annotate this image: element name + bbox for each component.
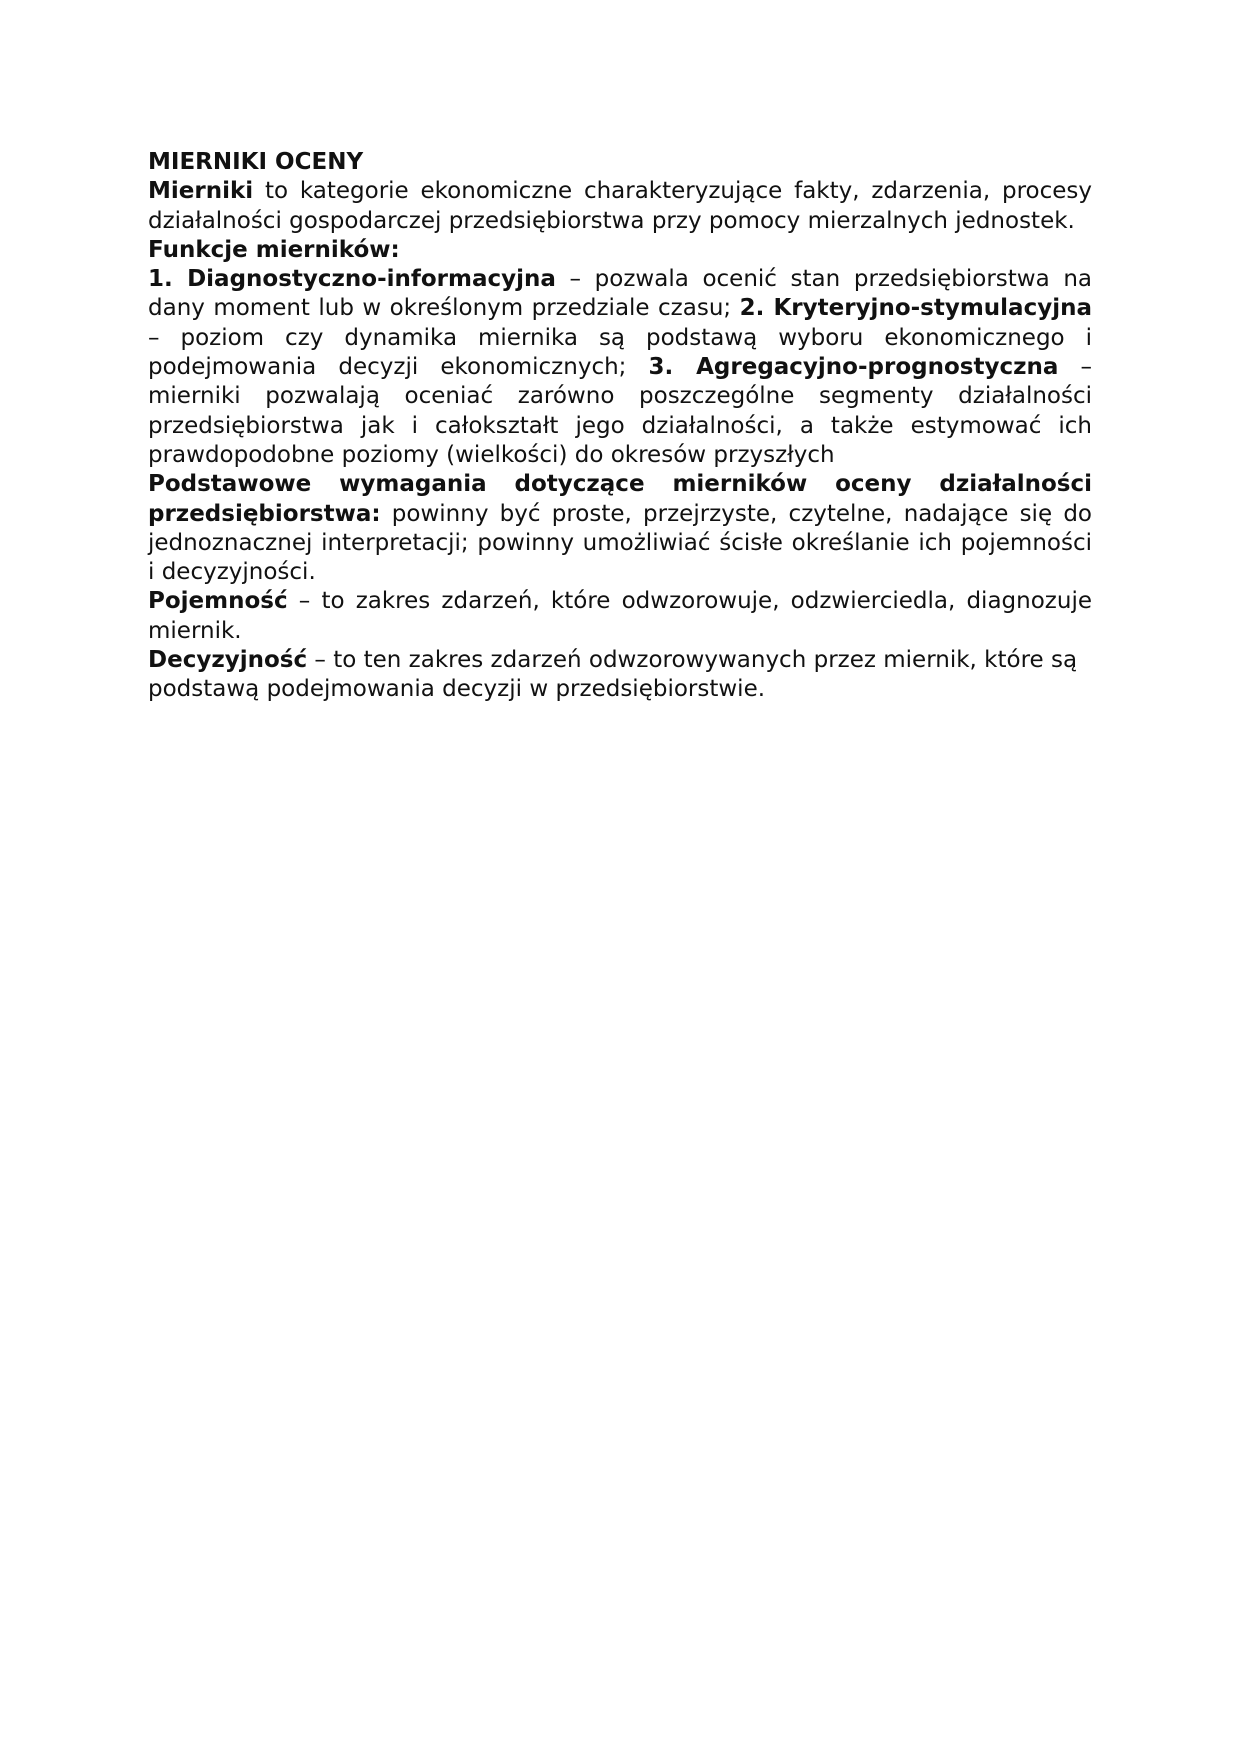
requirements-label: Podstawowe wymagania dotyczące mierników oceny działalności przedsiębiorstwa: [148,471,1092,527]
capacity-text: – to zakres zdarzeń, które odwzorowuje, odzwierciedla, diagnozuje miernik. [148,588,1092,644]
title-text: MIERNIKI OCENY [148,149,364,175]
capacity-paragraph [148,587,1092,646]
capacity-label: Pojemność [148,588,288,615]
requirements-paragraph [148,470,1092,587]
decisiveness-text: – to ten zakres zdarzeń odwzorowywanych przez miernik, które są podstawą podejmowania decyzji w przedsiębiorstwie. [148,647,1078,703]
function-1-text: – pozwala ocenić stan przedsiębiorstwa na dany moment lub w określonym przedziale czasu; [148,266,1092,322]
functions-paragraph [148,265,1092,470]
functions-heading [148,236,1092,265]
function-1-label: 1. Diagnostyczno-informacyjna [148,266,556,293]
decisiveness-paragraph [148,646,1092,705]
document-body [148,148,1092,705]
definition-paragraph [148,177,1092,236]
function-2-label: 2. Kryteryjno-stymulacyjna [739,295,1092,322]
function-2-text: – poziom czy dynamika miernika są podstawą wyboru ekonomicznego i podejmowania decyzji ekonomicznych; [148,324,1092,381]
definition-term: Mierniki [148,178,254,205]
functions-heading-text: Funkcje mierników: [148,236,400,263]
function-3-text: – mierniki pozwalają oceniać zarówno poszczególne segmenty działalności przedsiębiorstwa jak i całokształt jego działalności, a także estymować ich prawdopodobne poziomy (wielkości) do okresów przyszłych [148,354,1093,468]
definition-text: to kategorie ekonomiczne charakteryzujące fakty, zdarzenia, procesy działalności gospodarczej przedsiębiorstwa przy pomocy mierzalnych jednostek. [148,178,1092,234]
document-title [148,148,1092,177]
requirements-text: powinny być proste, przejrzyste, czytelne, nadające się do jednoznacznej interpretacji; powinny umożliwiać ścisłe określanie ich pojemności i decyzyjności. [148,500,1092,586]
decisiveness-label: Decyzyjność [148,647,308,674]
function-3-label: 3. Agregacyjno-prognostyczna [648,354,1059,381]
